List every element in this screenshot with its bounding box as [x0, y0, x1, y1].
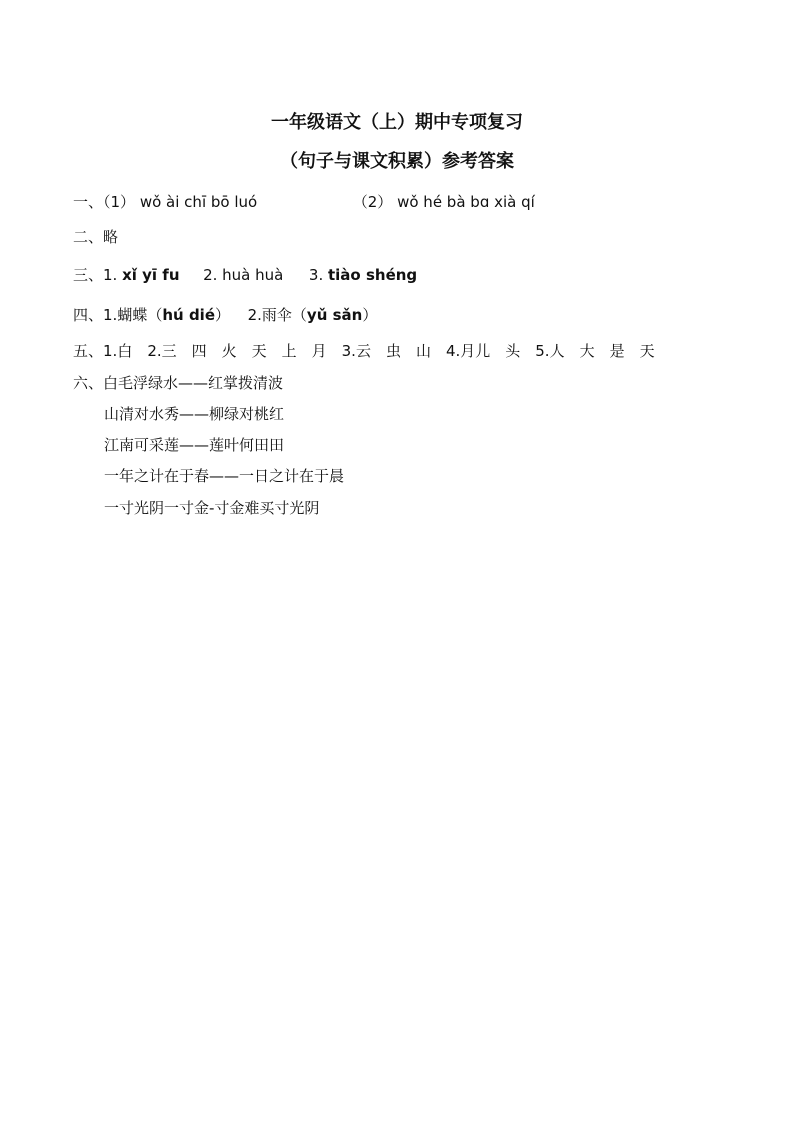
question-3-item-1-pinyin: xǐ yī fu: [122, 266, 180, 284]
question-1-a-number: （1）: [103, 193, 136, 211]
question-3-item-3-pinyin: tiào shéng: [328, 266, 418, 284]
question-3-item-1-number: 1.: [103, 266, 118, 284]
question-5-answer: 1.白 2.三 四 火 天 上 月 3.云 虫 山 4.月儿 头 5.人 大 是 天: [103, 342, 655, 360]
question-6-line-1: 白毛浮绿水——红掌拨清波: [103, 374, 284, 392]
page-title: 一年级语文（上）期中专项复习: [271, 112, 523, 133]
question-4-item-2-word: 雨伞: [261, 306, 292, 324]
question-3: [73, 265, 417, 285]
question-4-item-2-number: 2.: [247, 306, 262, 324]
question-1-a-pinyin: wǒ ài chī bō luó: [139, 193, 258, 211]
question-1: [73, 192, 535, 212]
question-3-item-2-pinyin: huà huà: [222, 266, 284, 284]
question-2: [73, 227, 118, 247]
question-4-item-1-number: 1.: [103, 306, 118, 324]
question-6-line-4: 一年之计在于春——一日之计在于晨: [104, 467, 345, 485]
question-6-line-3: 江南可采莲——莲叶何田田: [104, 436, 285, 454]
question-6-line-5: 一寸光阴一寸金-寸金难买寸光阴: [104, 499, 320, 517]
question-3-item-2-number: 2.: [203, 266, 218, 284]
question-1-b-pinyin: wǒ hé bà bɑ xià qí: [397, 193, 535, 211]
question-4-item-1-close: ）: [215, 306, 231, 324]
question-2-label: 二、: [73, 228, 104, 246]
question-1-label: 一、: [73, 193, 104, 211]
question-4-label: 四、: [73, 306, 104, 324]
question-4-item-1-word: 蝴蝶: [117, 306, 148, 324]
question-4-item-2-open: （: [291, 306, 307, 324]
question-4-item-1-open: （: [147, 306, 163, 324]
question-2-answer: 略: [103, 228, 119, 246]
question-4-item-2-pinyin: yǔ sǎn: [306, 306, 363, 324]
question-5: [73, 341, 655, 361]
question-4-item-1-pinyin: hú dié: [162, 306, 215, 324]
question-6-line-2: 山清对水秀——柳绿对桃红: [104, 405, 285, 423]
question-1-b-number: （2）: [352, 193, 393, 211]
question-3-item-3-number: 3.: [308, 266, 324, 284]
page-subtitle: （句子与课文积累）参考答案: [280, 151, 514, 172]
question-4-item-2-close: ）: [362, 306, 378, 324]
question-4: [73, 305, 377, 325]
question-6: [73, 373, 283, 393]
question-6-label: 六、: [73, 374, 104, 392]
question-5-label: 五、: [73, 342, 104, 360]
question-3-label: 三、: [73, 266, 104, 284]
